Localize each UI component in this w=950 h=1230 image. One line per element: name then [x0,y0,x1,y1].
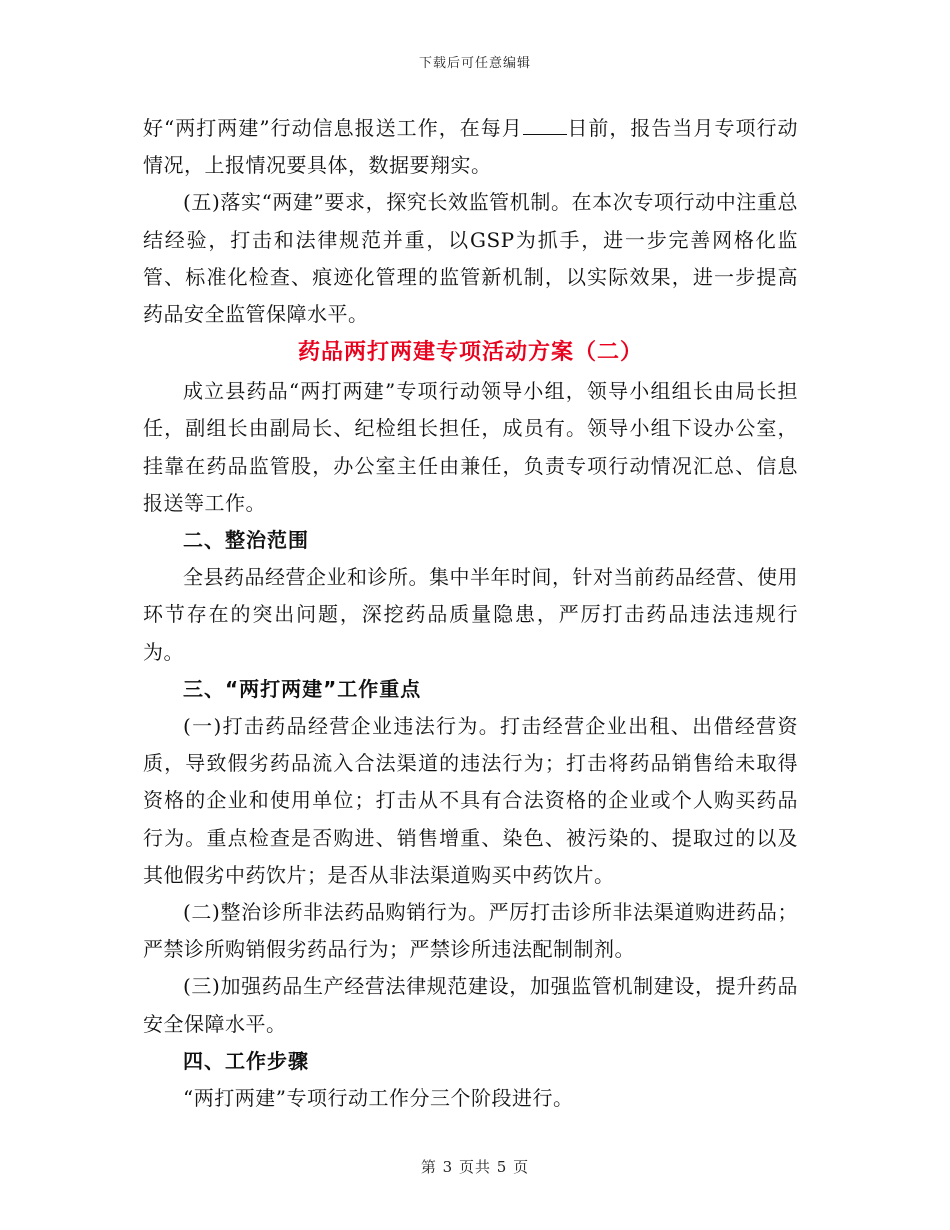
paragraph-scope: 全县药品经营企业和诊所。集中半年时间，针对当前药品经营、使用环节存在的突出问题，深挖药品质量隐患，严厉打击药品违法违规行为。 [143,565,798,664]
paragraph-long-term-mechanism: (五)落实“两建”要求，探究长效监管机制。在本次专项行动中注重总结经验，打击和法律规范并重，以GSP为抓手，进一步完善网格化监管、标准化检查、痕迹化管理的监管新机制，以实际效果，进一步提高药品安全监管保障水平。 [143,190,798,327]
paragraph-work-steps: “两打两建”专项行动工作分三个阶段进行。 [183,1086,574,1111]
paragraph-key-point-3: (三)加强药品生产经营法律规范建设，加强监管机制建设，提升药品安全保障水平。 [143,974,798,1036]
paragraph-report-schedule [143,110,798,184]
paragraph-key-point-1: (一)打击药品经营企业违法行为。打击经营企业出租、出借经营资质，导致假劣药品流入合法渠道的违法行为；打击将药品销售给未取得资格的企业和使用单位；打击从不具有合法资格的企业或个人购买药品行为。重点检查是否购进、销售增重、染色、被污染的、提取过的以及其他假劣中药饮片；是否从非法渠道购买中药饮片。 [143,714,798,887]
heading-scope: 二、整治范围 [183,528,309,553]
page-header: 下载后可任意编辑 [418,56,531,71]
paragraph-leadership-group: 成立县药品“两打两建”专项行动领导小组，领导小组组长由局长担任，副组长由副局长、纪检组长担任，成员有。领导小组下设办公室，挂靠在药品监管股，办公室主任由兼任，负责专项行动情况汇总、信息报送等工作。 [143,379,798,515]
fill-in-blank [523,116,567,135]
document-body [143,110,798,1117]
paragraph-key-point-2: (二)整治诊所非法药品购销行为。严厉打击诊所非法渠道购进药品；严禁诊所购销假劣药品行为；严禁诊所违法配制制剂。 [143,900,798,962]
heading-key-points: 三、“两打两建”工作重点 [183,676,422,701]
page-footer: 第 3 页共 5 页 [420,1158,530,1176]
heading-work-steps: 四、工作步骤 [183,1048,309,1073]
paragraph-text: 好“两打两建”行动信息报送工作，在每月 [143,116,523,140]
section-title: 药品两打两建专项活动方案（二） [297,340,643,366]
paragraph-text: 日前，报告当月专项行动情况，上报情况要具体，数据要翔实。 [143,116,798,178]
